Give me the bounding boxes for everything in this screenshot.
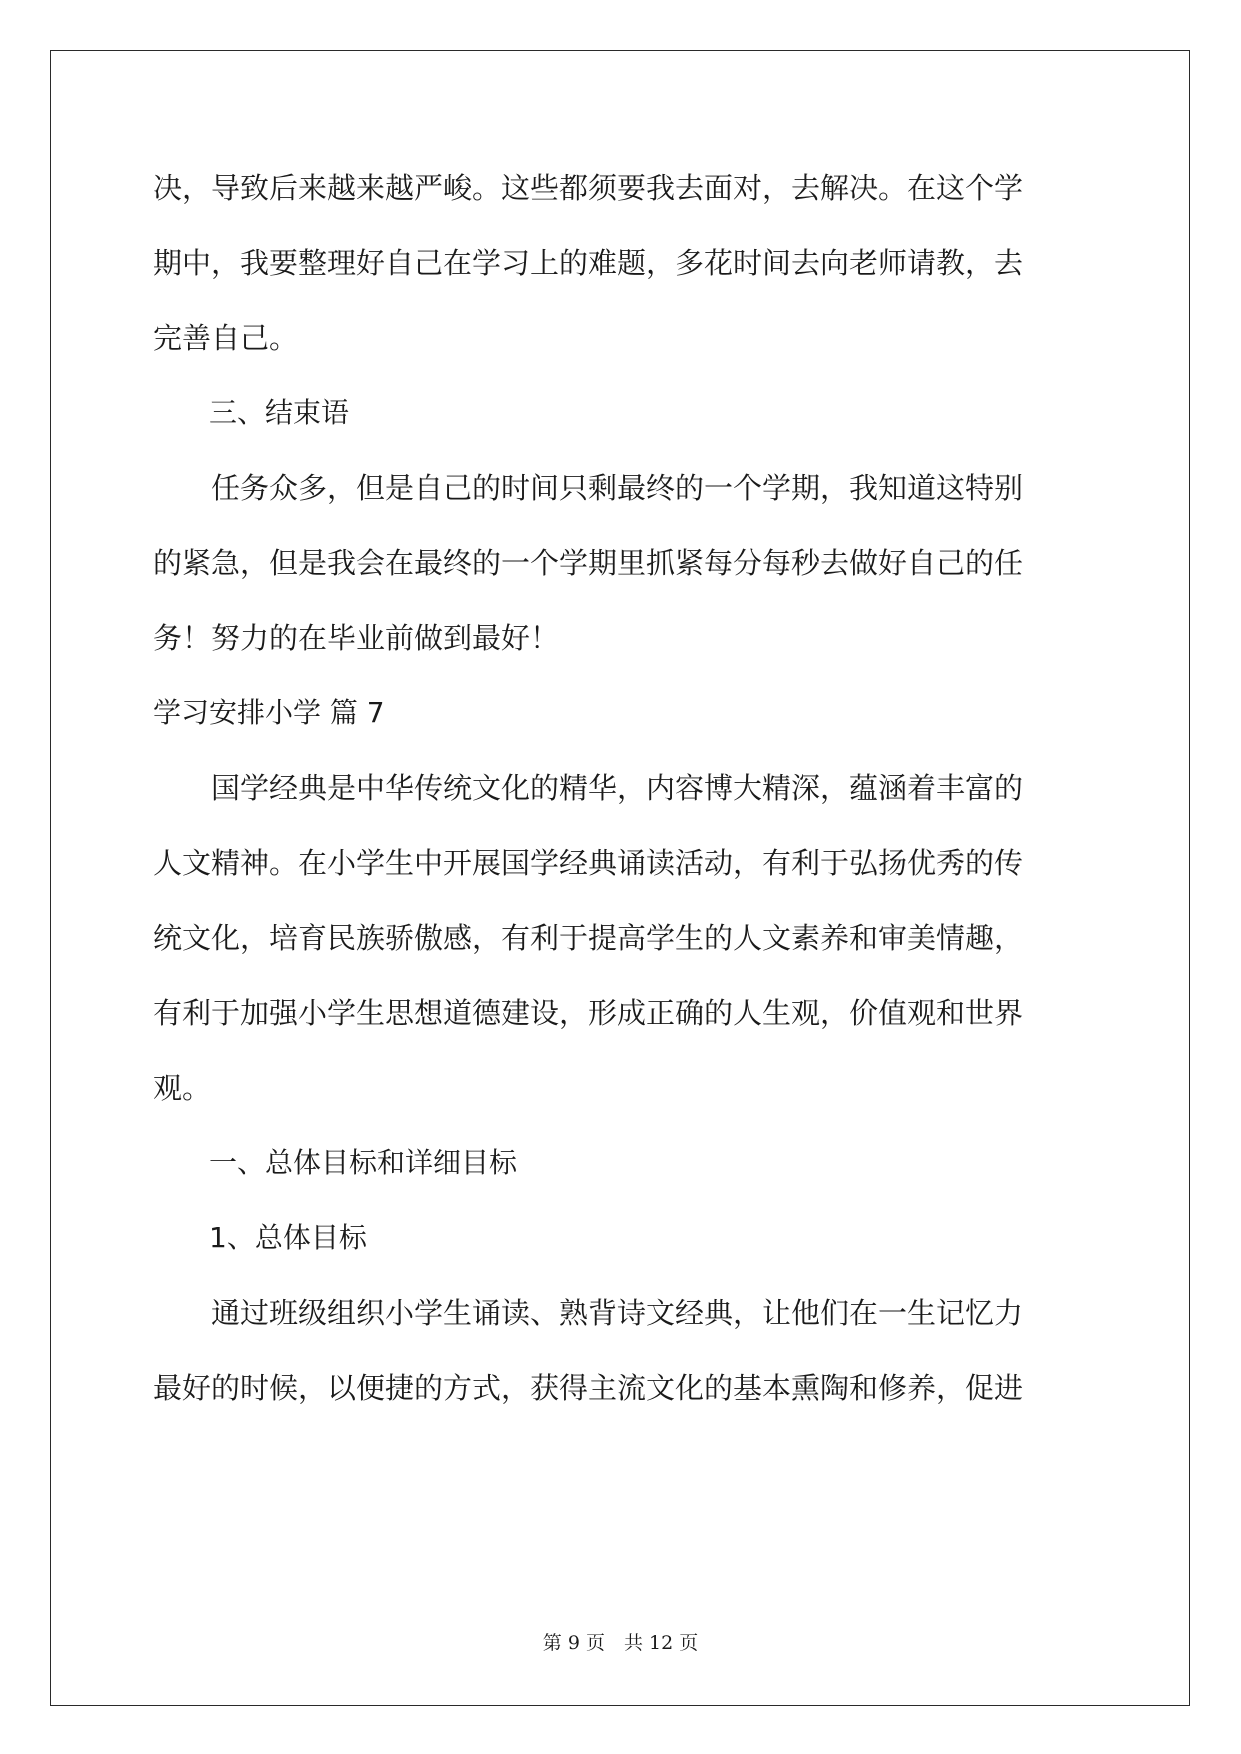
paragraph-line: 务！努力的在毕业前做到最好！ [153,621,560,655]
paragraph-line: 统文化，培育民族骄傲感，有利于提高学生的人文素养和审美情趣， [153,921,1024,955]
paragraph-line: 国学经典是中华传统文化的精华，内容博大精深，蕴涵着丰富的 [153,771,1024,805]
article-title: 学习安排小学 篇 7 [153,696,385,729]
paragraph-line: 完善自己。 [153,321,299,355]
paragraph-line: 通过班级组织小学生诵读、熟背诗文经典，让他们在一生记忆力 [153,1296,1024,1330]
subsection-heading: 1、总体目标 [153,1221,367,1254]
paragraph-line: 期中，我要整理好自己在学习上的难题，多花时间去向老师请教，去 [153,246,1024,280]
paragraph-line: 有利于加强小学生思想道德建设，形成正确的人生观，价值观和世界 [153,996,1024,1030]
paragraph-line: 人文精神。在小学生中开展国学经典诵读活动，有利于弘扬优秀的传 [153,846,1024,880]
paragraph-line: 决，导致后来越来越严峻。这些都须要我去面对，去解决。在这个学 [153,171,1024,205]
section-heading: 一、总体目标和详细目标 [153,1146,518,1179]
paragraph-line: 的紧急，但是我会在最终的一个学期里抓紧每分每秒去做好自己的任 [153,546,1024,580]
paragraph-line: 任务众多，但是自己的时间只剩最终的一个学期，我知道这特别 [153,471,1024,505]
section-heading: 三、结束语 [153,396,350,429]
paragraph-line: 最好的时候，以便捷的方式，获得主流文化的基本熏陶和修养，促进 [153,1371,1024,1405]
page-number-footer: 第 9 页 共 12 页 [542,1632,699,1654]
paragraph-line: 观。 [153,1071,212,1105]
